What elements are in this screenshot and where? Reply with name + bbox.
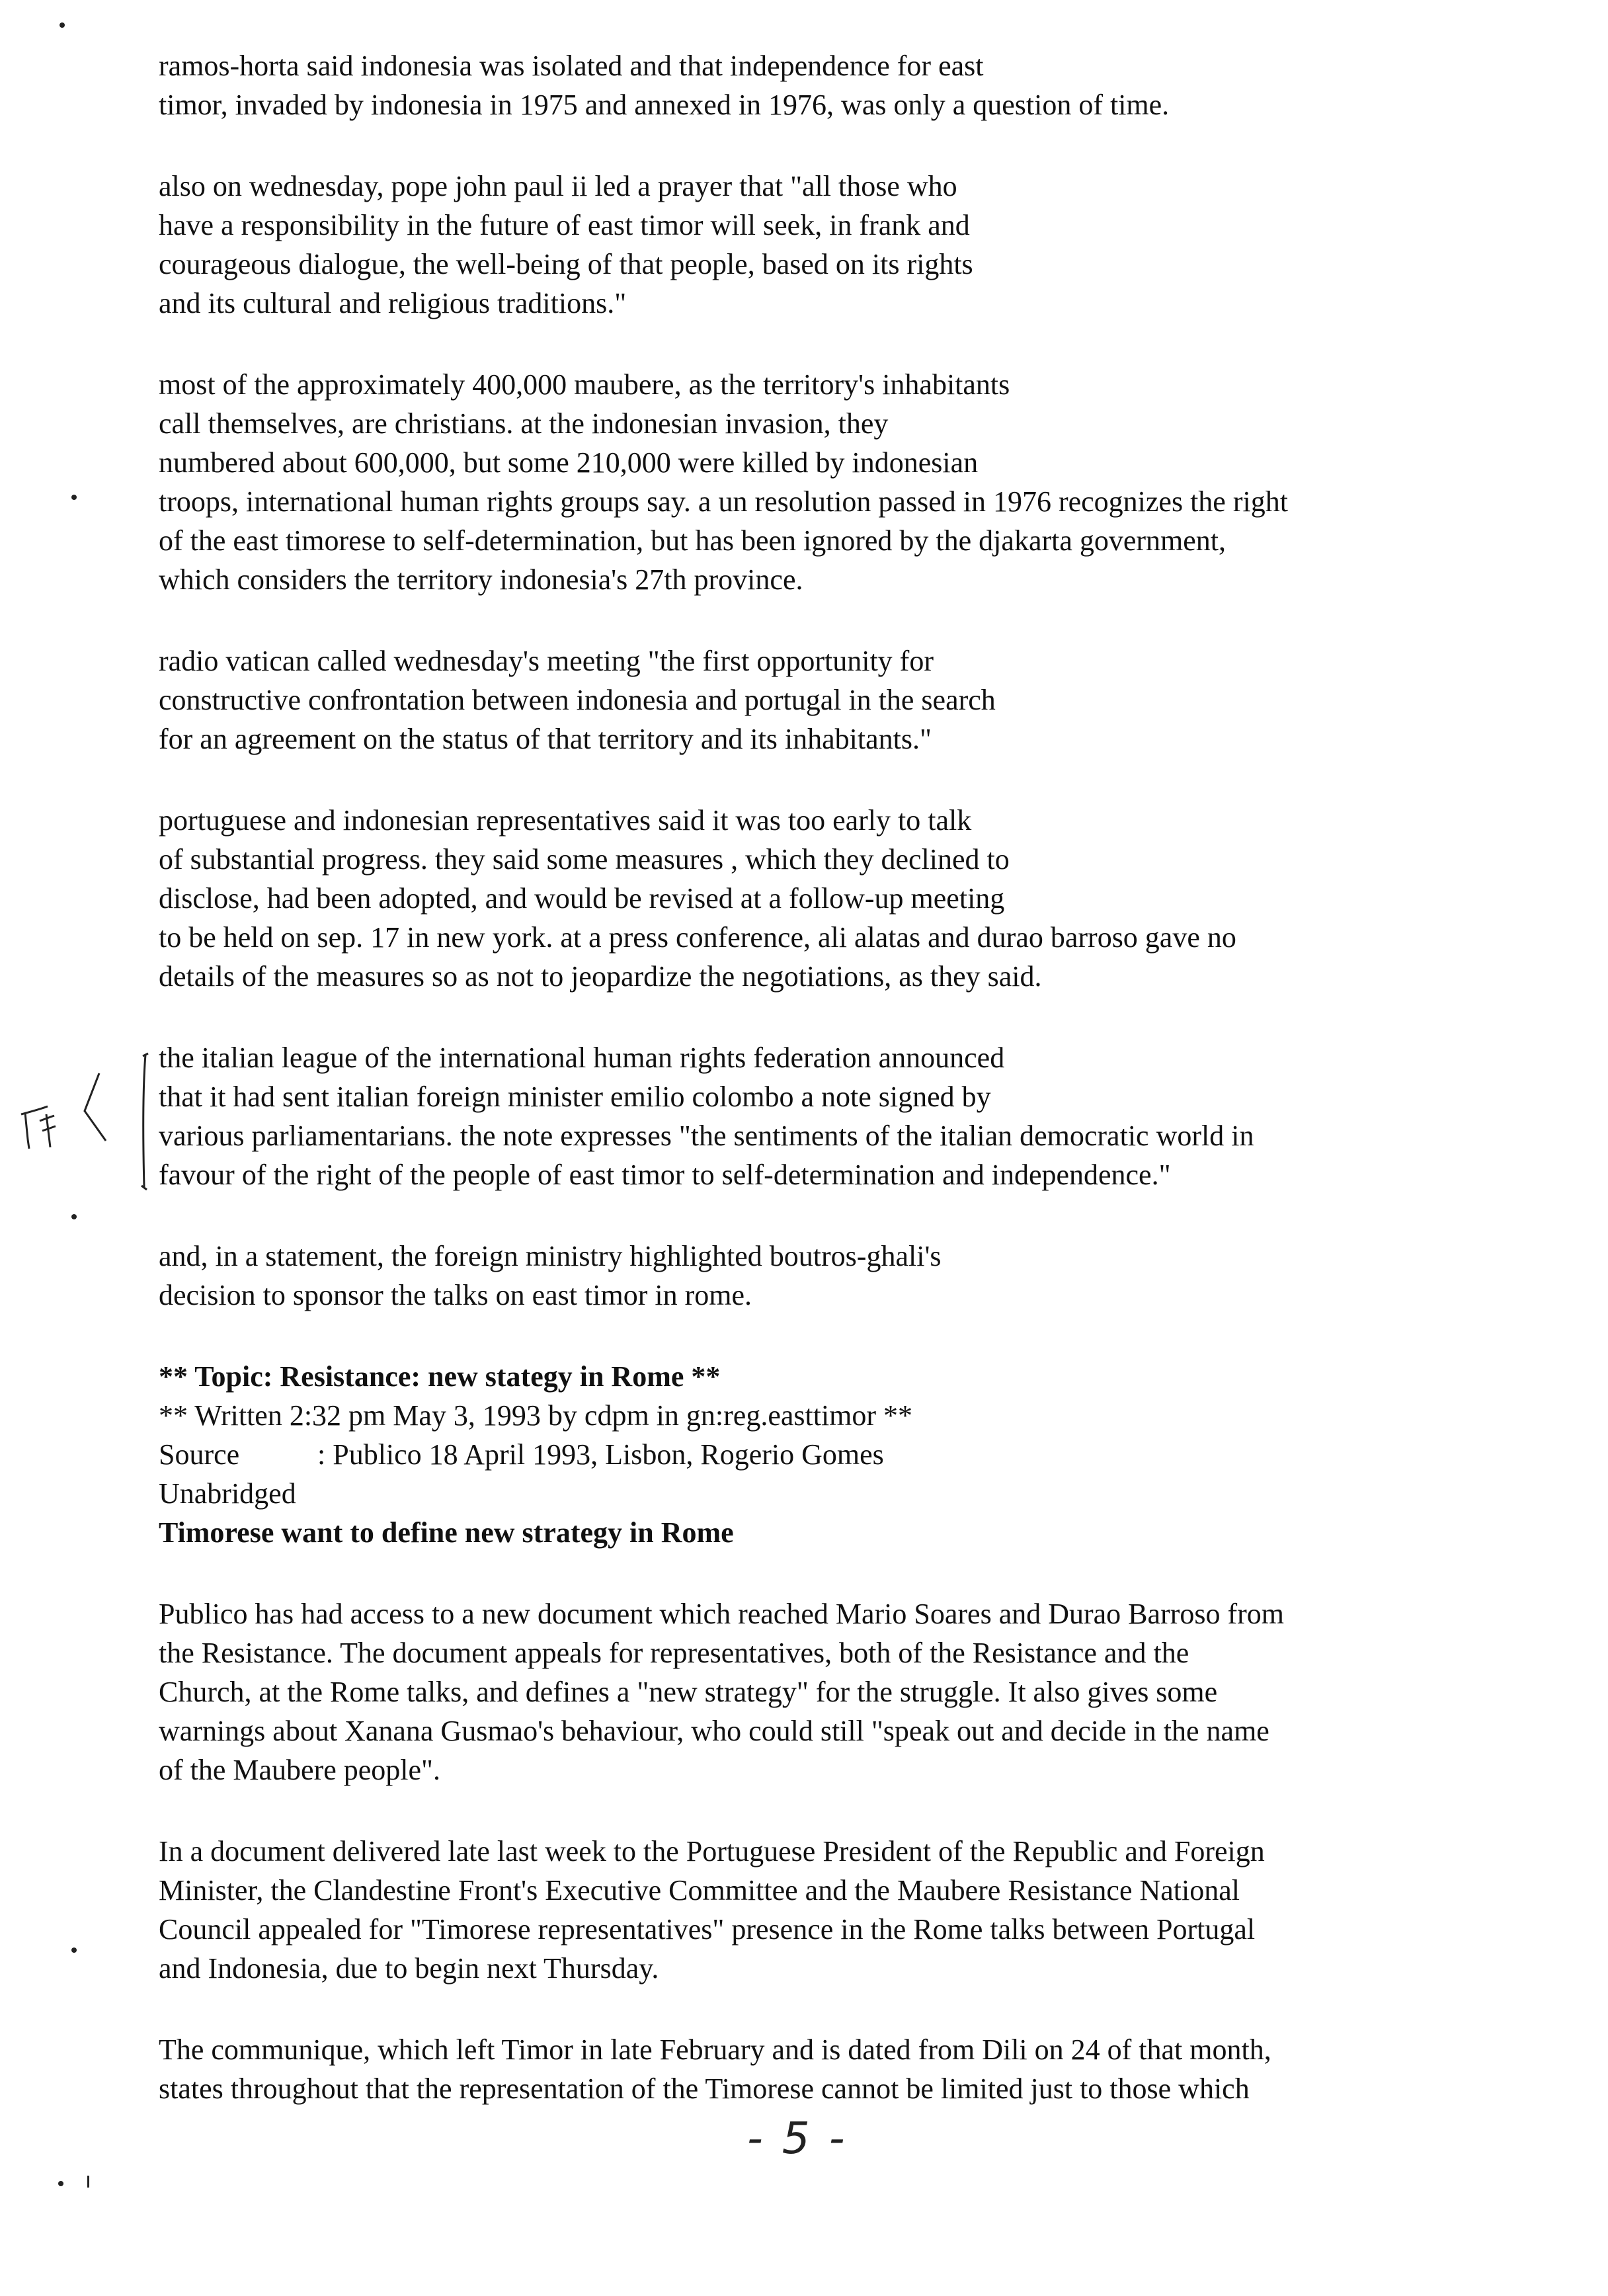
- paragraph-5: [159, 801, 1481, 996]
- text-line: most of the approximately 400,000 maubere, as the territory's inhabitants: [159, 368, 1010, 401]
- text-line: call themselves, are christians. at the indonesian invasion, they: [159, 407, 889, 440]
- text-line: favour of the right of the people of east timor to self-determination and independence.": [159, 1159, 1171, 1191]
- text-line: and its cultural and religious traditions.": [159, 287, 627, 319]
- text-line: Publico has had access to a new document which reached Mario Soares and Durao Barroso from: [159, 1598, 1285, 1630]
- text-line: and, in a statement, the foreign ministry highlighted boutros-ghali's: [159, 1240, 942, 1272]
- text-line: states throughout that the representation of the Timorese cannot be limited just to those which: [159, 2072, 1250, 2105]
- source-value: : Publico 18 April 1993, Lisbon, Rogerio Gomes: [317, 1438, 884, 1471]
- text-line: In a document delivered late last week to the Portuguese President of the Republic and Foreign: [159, 1835, 1265, 1867]
- handwritten-margin-annotation: [13, 1048, 159, 1200]
- text-line: courageous dialogue, the well-being of that people, based on its rights: [159, 248, 973, 280]
- written-line: ** Written 2:32 pm May 3, 1993 by cdpm in gn:reg.easttimor **: [159, 1399, 913, 1432]
- paragraph-4: [159, 641, 1481, 758]
- text-line: various parliamentarians. the note expresses "the sentiments of the italian democratic world in: [159, 1120, 1254, 1152]
- text-line: and Indonesia, due to begin next Thursday.: [159, 1952, 659, 1985]
- text-line: of the east timorese to self-determination, but has been ignored by the djakarta government,: [159, 524, 1226, 557]
- paragraph-7: [159, 1237, 1481, 1315]
- text-line: numbered about 600,000, but some 210,000 were killed by indonesian: [159, 446, 979, 479]
- text-line: timor, invaded by indonesia in 1975 and annexed in 1976, was only a question of time.: [159, 89, 1170, 121]
- text-line: warnings about Xanana Gusmao's behaviour, who could still "speak out and decide in the name: [159, 1715, 1269, 1747]
- source-label: Source: [159, 1438, 240, 1471]
- page-number: - 5 -: [747, 2113, 848, 2164]
- text-line: ramos-horta said indonesia was isolated and that independence for east: [159, 50, 984, 82]
- unabridged-label: Unabridged: [159, 1477, 296, 1510]
- text-line: which considers the territory indonesia's 27th province.: [159, 563, 803, 596]
- text-line: also on wednesday, pope john paul ii led a prayer that "all those who: [159, 170, 957, 202]
- text-line: decision to sponsor the talks on east timor in rome.: [159, 1279, 752, 1311]
- article-header: [159, 1357, 1481, 1552]
- document-body: [159, 46, 1481, 2108]
- scan-speck: [71, 495, 77, 500]
- paragraph-9: [159, 1832, 1481, 1988]
- text-line: constructive confrontation between indonesia and portugal in the search: [159, 684, 996, 716]
- text-line: troops, international human rights groups say. a un resolution passed in 1976 recognizes the right: [159, 485, 1288, 518]
- text-line: The communique, which left Timor in late February and is dated from Dili on 24 of that month,: [159, 2033, 1271, 2066]
- text-line: Council appealed for "Timorese representatives" presence in the Rome talks between Portugal: [159, 1913, 1256, 1946]
- topic-heading: ** Topic: Resistance: new stategy in Rome **: [159, 1360, 721, 1393]
- paragraph-8: [159, 1594, 1481, 1789]
- scan-speck: [87, 2176, 89, 2188]
- text-line: portuguese and indonesian representatives said it was too early to talk: [159, 804, 972, 837]
- text-line: have a responsibility in the future of east timor will seek, in frank and: [159, 209, 970, 241]
- paragraph-6: [159, 1038, 1481, 1194]
- scan-speck: [60, 22, 65, 28]
- text-line: Minister, the Clandestine Front's Executive Committee and the Maubere Resistance National: [159, 1874, 1240, 1906]
- text-line: the italian league of the international human rights federation announced: [159, 1042, 1005, 1074]
- text-line: to be held on sep. 17 in new york. at a press conference, ali alatas and durao barroso gave no: [159, 921, 1236, 954]
- scan-speck: [58, 2181, 63, 2186]
- text-line: of the Maubere people".: [159, 1754, 441, 1786]
- text-line: disclose, had been adopted, and would be revised at a follow-up meeting: [159, 882, 1005, 915]
- text-line: details of the measures so as not to jeopardize the negotiations, as they said.: [159, 960, 1042, 993]
- paragraph-1: [159, 46, 1481, 124]
- article-title: Timorese want to define new strategy in Rome: [159, 1516, 734, 1549]
- text-line: radio vatican called wednesday's meeting "the first opportunity for: [159, 645, 934, 677]
- text-line: that it had sent italian foreign minister emilio colombo a note signed by: [159, 1081, 991, 1113]
- source-line: [159, 1435, 1481, 1474]
- scan-speck: [71, 1948, 77, 1953]
- text-line: for an agreement on the status of that territory and its inhabitants.": [159, 723, 932, 755]
- scan-speck: [71, 1214, 77, 1219]
- paragraph-3: [159, 365, 1481, 599]
- text-line: Church, at the Rome talks, and defines a "new strategy" for the struggle. It also gives some: [159, 1676, 1218, 1708]
- paragraph-10: [159, 2030, 1481, 2108]
- text-line: of substantial progress. they said some measures , which they declined to: [159, 843, 1010, 876]
- text-line: the Resistance. The document appeals for representatives, both of the Resistance and the: [159, 1637, 1189, 1669]
- paragraph-2: [159, 167, 1481, 323]
